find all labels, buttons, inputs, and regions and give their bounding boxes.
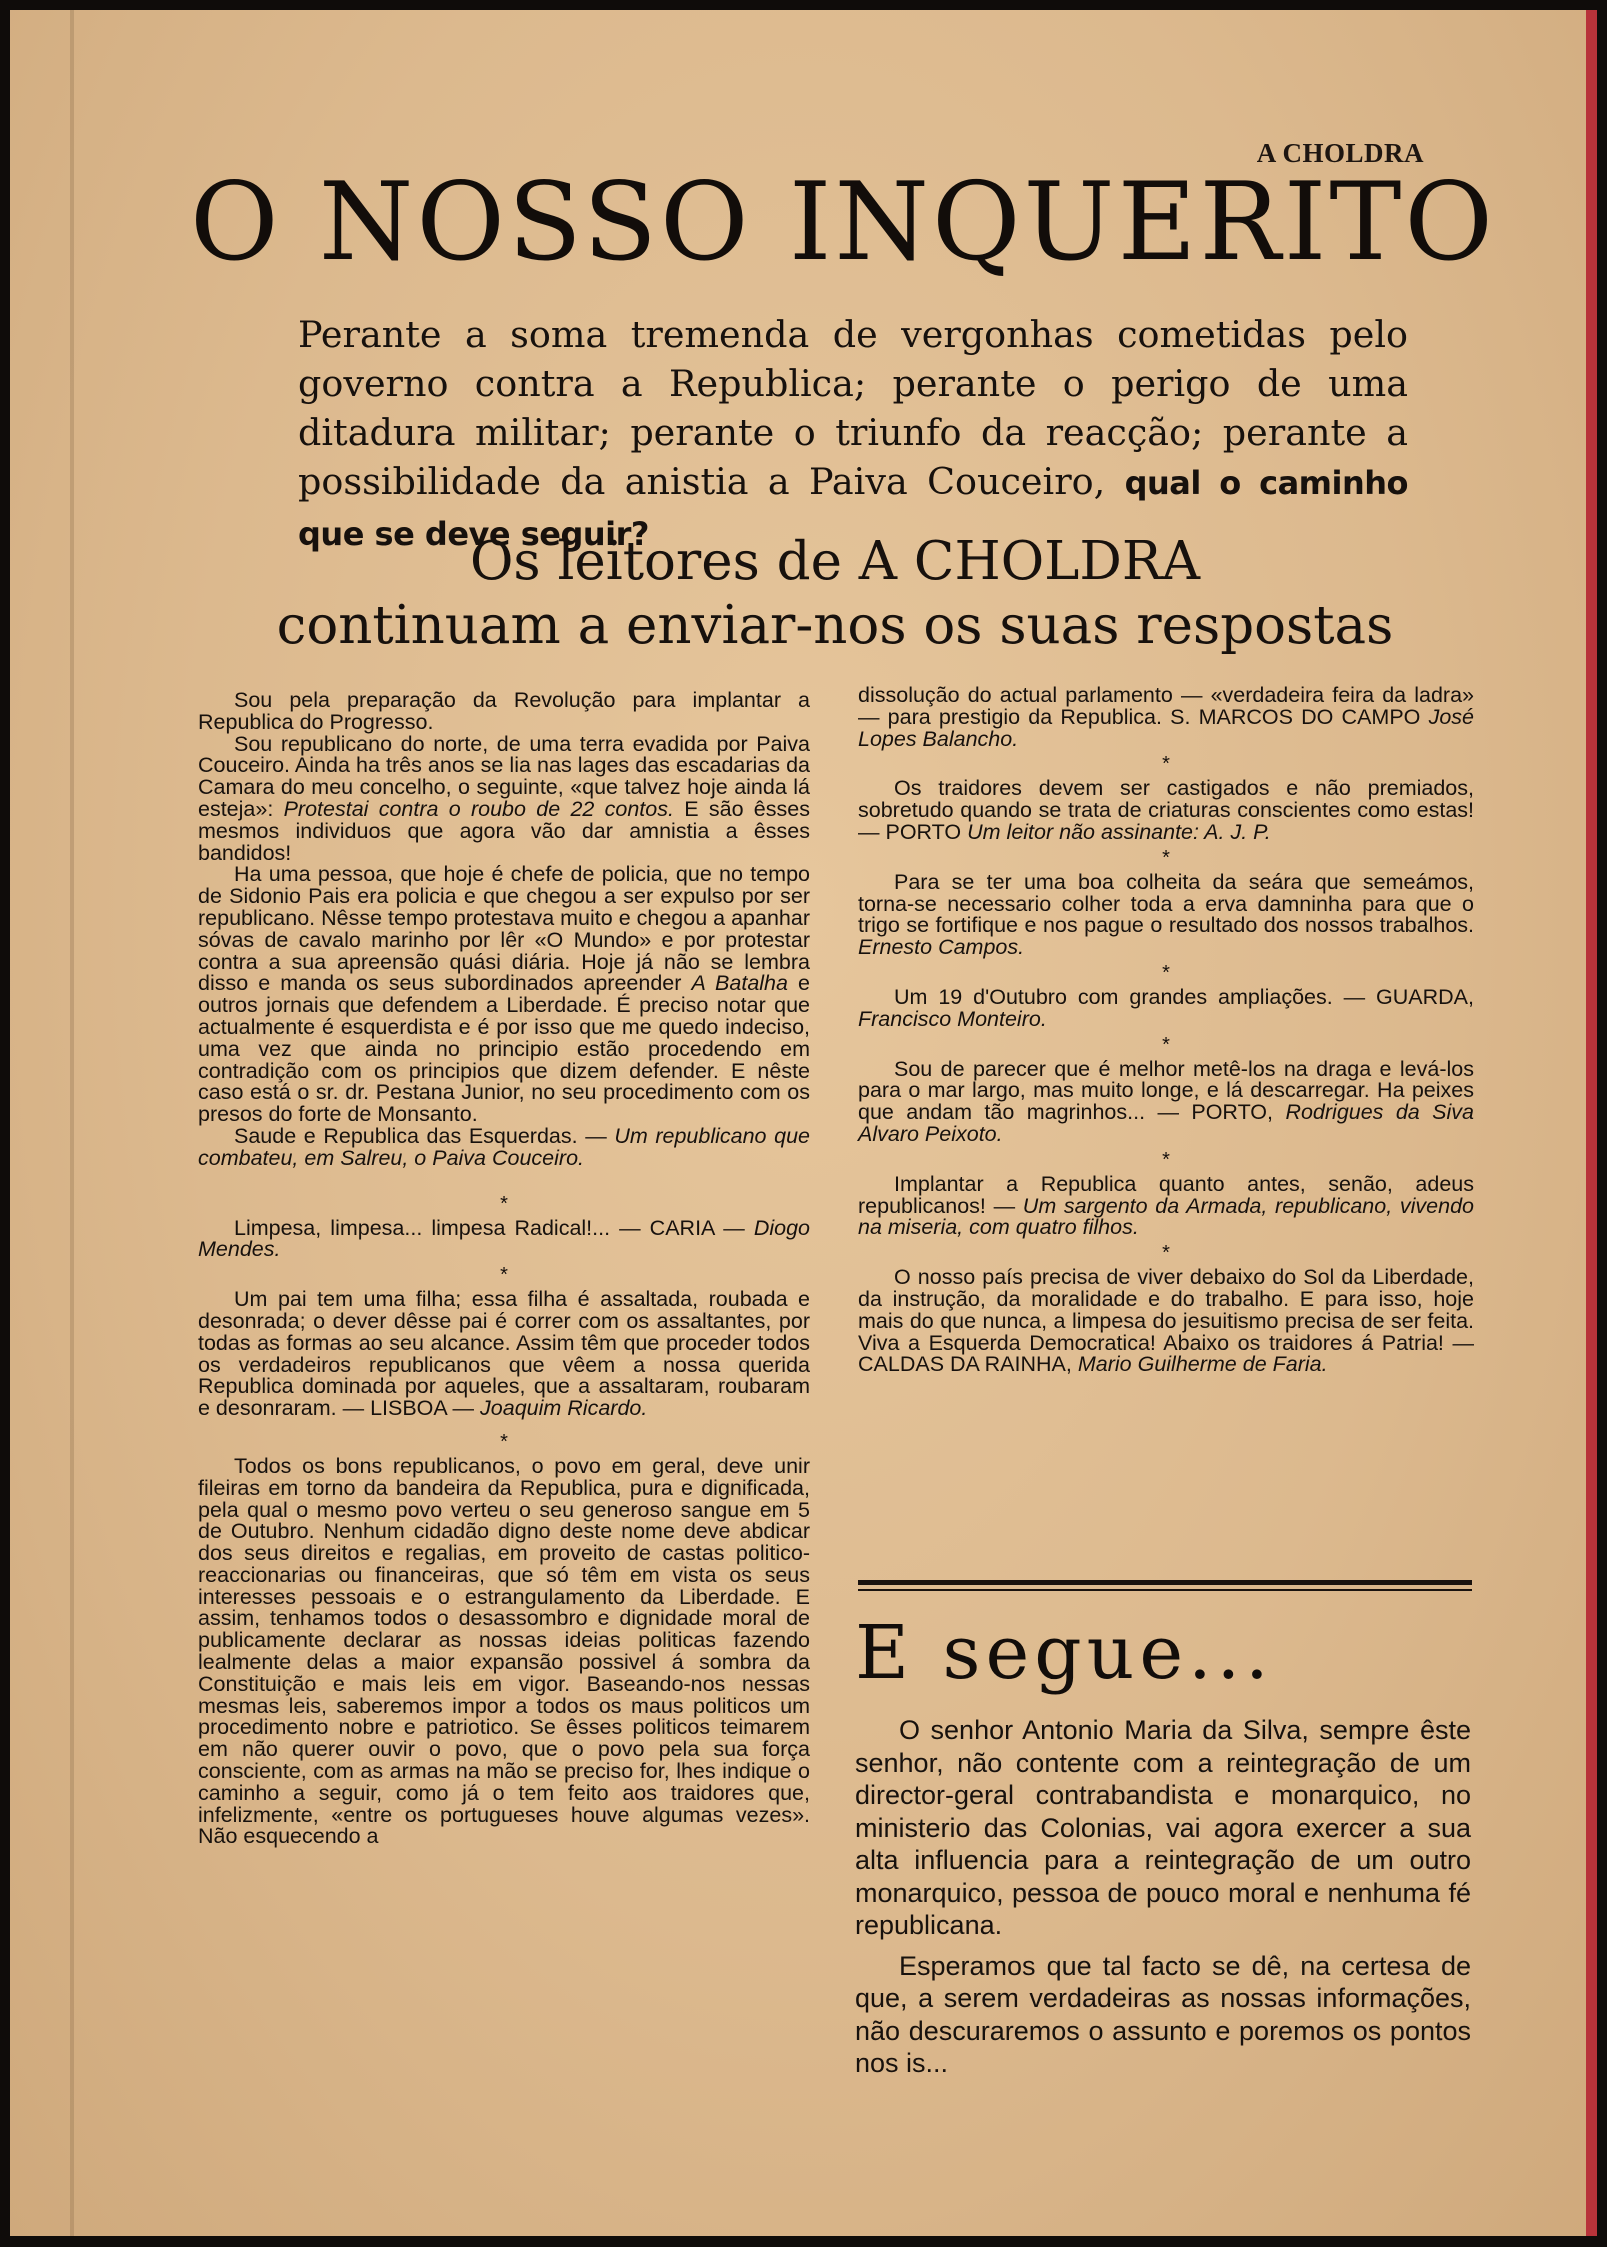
subhead	[260, 530, 1410, 658]
answer-paragraph	[198, 1215, 810, 1262]
separator-star: *	[1162, 753, 1170, 776]
subhead-line-2: continuam a enviar-nos os suas respostas	[276, 595, 1394, 656]
answer-text: e outros jornais que defendem a Liberdade. É preciso notar que actualmente é esquerdista e é por isso que me quedo indeciso, uma vez que ainda no principio estão procedendo em contradição com os principios que dizem defender. E nêste caso está o sr. dr. Pestana Junior, no seu procedimento com os presos do forte de Monsanto.	[198, 971, 810, 1127]
separator-star: *	[1162, 1148, 1170, 1171]
answer-paragraph	[858, 778, 1474, 843]
answer-paragraph	[858, 1267, 1474, 1376]
signature: Diogo Mendes.	[198, 1215, 810, 1262]
answer-text: Um 19 d'Outubro com grandes ampliações. — GUARDA,	[894, 984, 1474, 1009]
segue-paragraph-1: O senhor Antonio Maria da Silva, sempre êste senhor, não contente com a reintegração de um director-geral contrabandista e monarquico, no ministerio das Colonias, vai agora exercer a sua alta influencia para a reintegração de um outro monarquico, pessoa de pouco moral e nenhuma fé republicana.	[855, 1715, 1471, 1940]
signature: Um republicano que combateu, em Salreu, o Paiva Couceiro.	[198, 1123, 810, 1170]
segue-title: E segue...	[855, 1610, 1274, 1696]
separator-star: *	[1162, 846, 1170, 869]
answer-text: Um pai tem uma filha; essa filha é assaltada, roubada e desonrada; o dever dêsse pai é correr com os assaltantes, por todas as formas ao seu alcance. Assim têm que proceder todos os verdadeiros republicanos que vêem a nossa querida Republica dominada por aqueles, que a assaltaram, roubaram e desonraram. — LISBOA —	[198, 1287, 810, 1421]
answer-text: Sou republicano do norte, de uma terra evadida por Paiva Couceiro. Ainda ha três anos se lia nas lages das escadarias da Camara do meu concelho, o seguinte, «que talvez hoje ainda lá esteja»:	[198, 731, 810, 821]
answer-text: Ha uma pessoa, que hoje é chefe de policia, que no tempo de Sidonio Pais era policia e que chegou a ser expulso por ser republicano. Nêsse tempo protestava muito e chegou a apanhar sóvas de cavalo marinho por lêr «O Mundo» e por protestar contra a sua apreensão quási diária. Hoje já não se lembra disso e manda os seus subordinados apreender	[198, 862, 810, 996]
answer-text: O nosso país precisa de viver debaixo do Sol da Liberdade, da instrução, da moralidade e do trabalho. E para isso, hoje mais do que nunca, a limpesa do jesuitismo precisa de ser feita. Viva a Esquerda Democratica! Abaixo os traidores á Patria! — CALDAS DA RAINHA,	[858, 1265, 1474, 1377]
section-rule	[858, 1580, 1472, 1585]
intro-paragraph	[298, 310, 1408, 559]
page-fold	[70, 10, 74, 2236]
signature: Mario Guilherme de Faria.	[1077, 1352, 1328, 1377]
answer-paragraph	[858, 685, 1474, 750]
answer-quote: Protestai contra o roubo de 22 contos.	[283, 796, 674, 821]
newspaper-page	[10, 10, 1596, 2236]
section-rule-thin	[858, 1589, 1472, 1591]
answer-text: Saude e Republica das Esquerdas. —	[234, 1123, 607, 1148]
answer-paragraph: Sou pela preparação da Revolução para implantar a Republica do Progresso.	[198, 688, 810, 734]
separator-star: *	[500, 1264, 508, 1287]
answer-text: Para se ter uma boa colheita da seára que semeámos, torna-se necessario colher toda a erva damninha para que o trigo se fortifique e nos pague o resultado dos nossos trabalhos.	[858, 869, 1474, 938]
separator-star: *	[500, 1430, 508, 1453]
right-column	[858, 685, 1474, 1376]
answer-text: Implantar a Republica quanto antes, senão, adeus republicanos! —	[858, 1171, 1474, 1218]
segue-article	[855, 1714, 1471, 2080]
answer-text: Os traidores devem ser castigados e não premiados, sobretudo quando se trata de criaturas conscientes como estas! — PORTO	[858, 776, 1474, 844]
intro-question: qual o caminho que se deve seguir?	[298, 464, 1409, 553]
answer-paragraph	[198, 864, 810, 1126]
signature: Francisco Monteiro.	[858, 1006, 1047, 1031]
separator-star: *	[1162, 961, 1170, 984]
answer-paragraph	[858, 984, 1474, 1031]
separator-star: *	[500, 1192, 508, 1215]
answer-text: Limpesa, limpesa... limpesa Radical!... — CARIA —	[234, 1215, 745, 1240]
subhead-line-1: Os leitores de A CHOLDRA	[469, 531, 1201, 592]
answer-paragraph	[198, 731, 810, 865]
signature: José Lopes Balancho.	[858, 704, 1474, 751]
separator-star: *	[1162, 1033, 1170, 1056]
answer-paragraph	[858, 1056, 1475, 1146]
left-column	[198, 690, 810, 1848]
answer-paragraph	[198, 1289, 810, 1420]
answer-paragraph	[198, 1123, 810, 1170]
signature: Um leitor não assinante: A. J. P.	[967, 819, 1271, 844]
signature: Um sargento da Armada, republicano, vivendo na miseria, com quatro filhos.	[858, 1193, 1474, 1240]
segue-paragraph-2: Esperamos que tal facto se dê, na certesa de que, a serem verdadeiras as nossas informações, não descuraremos o assunto e poremos os pontos nos is...	[855, 1950, 1471, 2078]
intro-text: Perante a soma tremenda de vergonhas cometidas pelo governo contra a Republica; perante o perigo de uma ditadura militar; perante o triunfo da reacção; perante a possibilidade da anistia a Paiva Couceiro,	[298, 313, 1408, 503]
signature: Ernesto Campos.	[858, 935, 1025, 960]
signature: Rodrigues da Siva Alvaro Peixoto.	[858, 1100, 1475, 1146]
newspaper-title: A Batalha	[691, 971, 788, 996]
binding-edge	[1586, 10, 1597, 2236]
answer-paragraph	[858, 1171, 1474, 1240]
running-head: A CHOLDRA	[1256, 138, 1424, 168]
headline: O NOSSO INQUERITO	[190, 160, 1496, 285]
answer-text: Sou de parecer que é melhor metê-los na draga e levá-los para o mar largo, mas muito longe, e lá descarregar. Ha peixes que andam tão magrinhos... — PORTO,	[858, 1056, 1474, 1125]
signature: Joaquim Ricardo.	[480, 1396, 648, 1421]
answer-text: E são êsses mesmos individuos que agora vão dar amnistia a êsses bandidos!	[198, 796, 810, 865]
separator-star: *	[1162, 1242, 1170, 1265]
answer-text: dissolução do actual parlamento — «verdadeira feira da ladra» — para prestigio da Republica. S. MARCOS DO CAMPO	[858, 683, 1474, 729]
answer-paragraph: Todos os bons republicanos, o povo em geral, deve unir fileiras em torno da bandeira da Republica, pura e dignificada, pela qual o mesmo povo verteu o seu generoso sangue em 5 de Outubro. Nenhum cidadão digno deste nome deve abdicar dos seus direitos e regalias, em proveito de castas politico- reaccionarias ou financeiras, que só têm em vista os seus interesses pessoais e o estrangulamento da Liberdade. E assim, tenhamos todos o desassombro e dignidade moral de publicamente declarar as nossas ideias politicas fazendo lealmente delas a maior expansão possivel á sombra da Constituição e mais leis em vigor. Baseando-nos nessas mesmas leis, saberemos impor a todos os maus politicos um procedimento nobre e patriotico. Se êsses politicos teimarem em não querer ouvir o povo, que o povo pela sua força consciente, com as armas na mão se preciso for, lhes indique o caminho a seguir, como já o tem feito aos traidores que, infelizmente, «entre os portugueses houve algumas vezes». Não esquecendo a	[198, 1453, 810, 1849]
answer-paragraph	[858, 869, 1474, 960]
